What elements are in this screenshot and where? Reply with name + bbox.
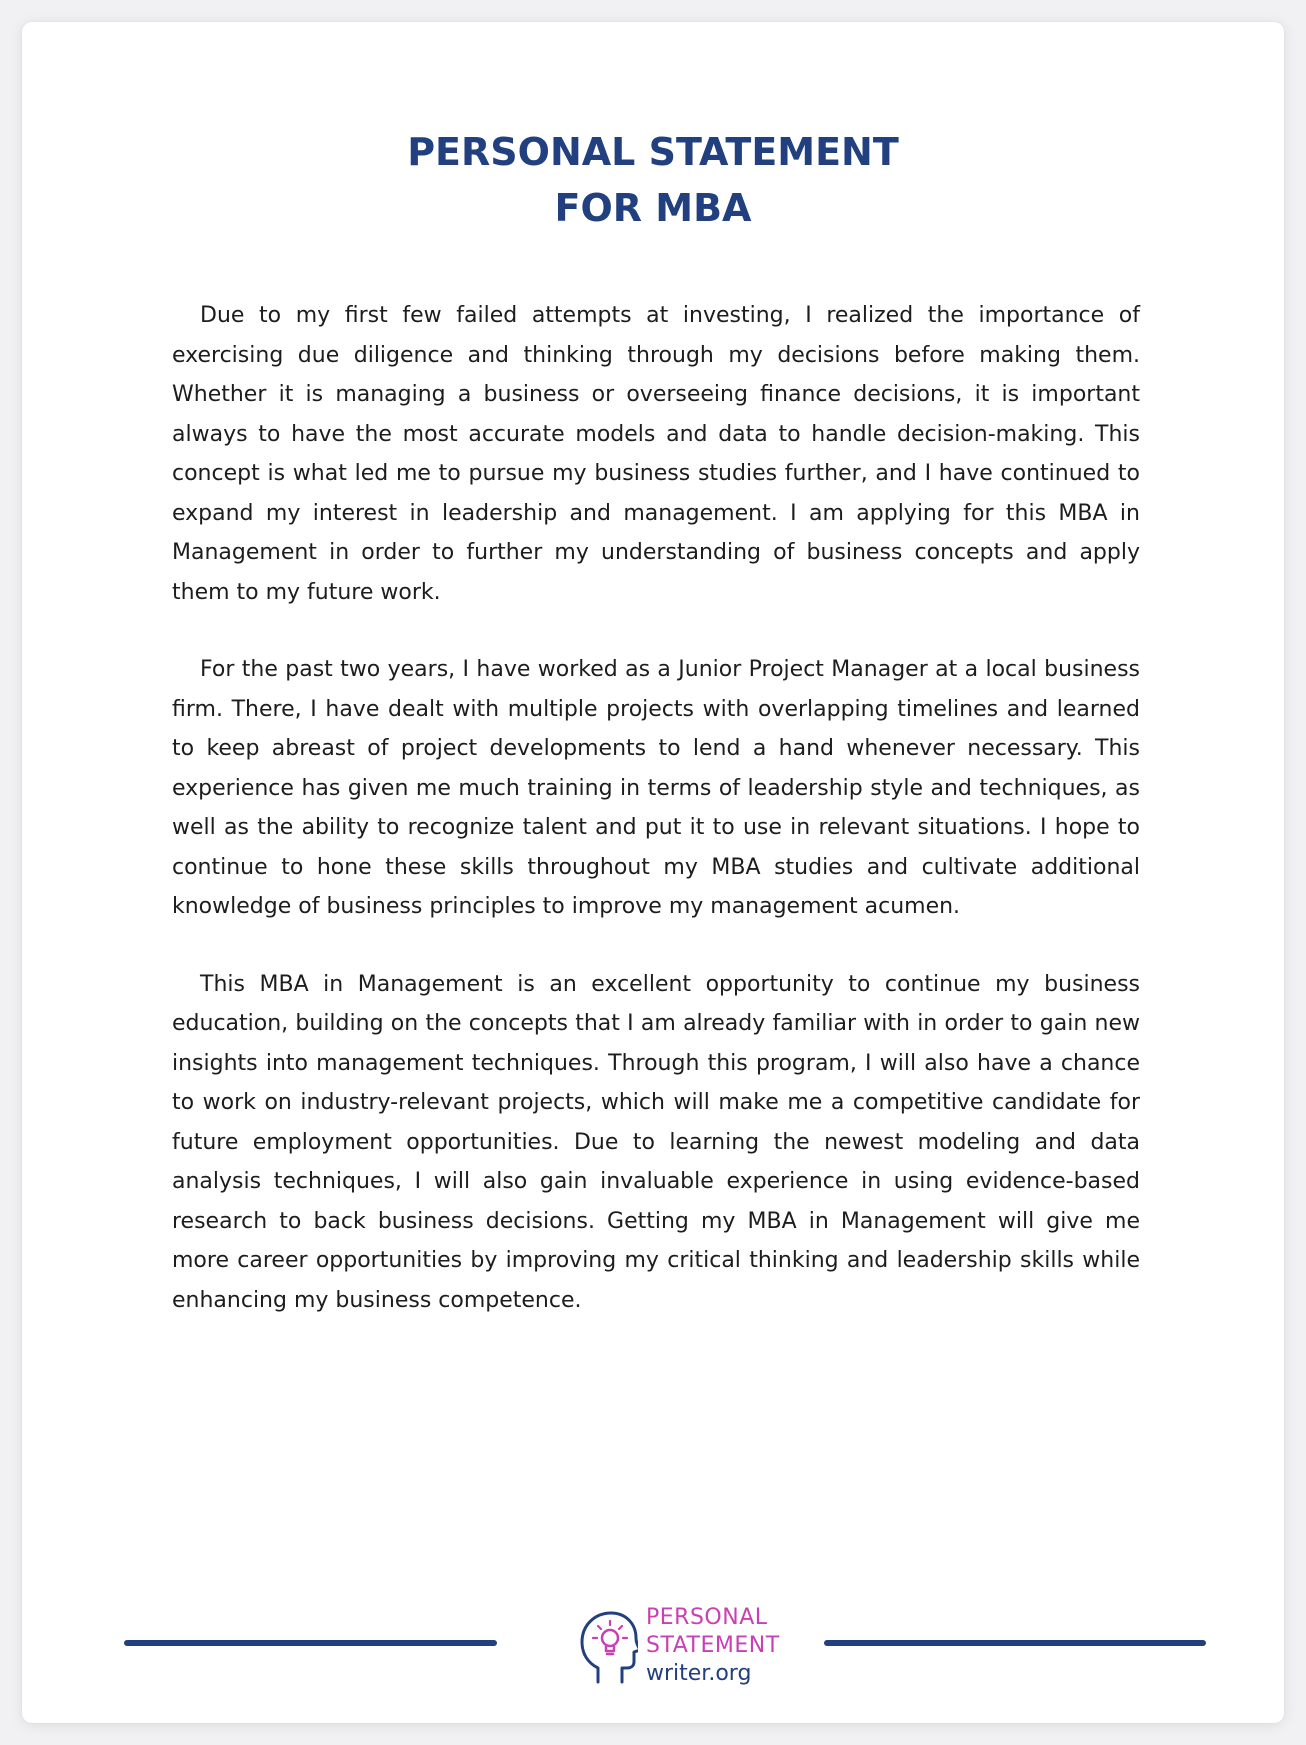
- brand-logo-line-1: PERSONAL: [646, 1605, 768, 1630]
- footer-divider-right: [824, 1640, 1206, 1646]
- brand-logo-line-2: STATEMENT: [646, 1633, 780, 1658]
- head-lightbulb-icon: [578, 1608, 638, 1684]
- page-title: [22, 124, 1284, 236]
- statement-body: [172, 296, 1140, 1358]
- footer-divider-left: [124, 1640, 497, 1646]
- paragraph-3: This MBA in Management is an excellent opportunity to continue my business education, building on the concepts that I am already familiar with in order to gain new insights into management techniques. Through this program, I will also have a chance to work on industry-relevant projects, which will make me a competitive candidate for future employment opportunities. Due to learning the newest modeling and data analysis techniques, I will also gain invaluable experience in using evidence-based research to back business decisions. Getting my MBA in Management will give me more career opportunities by improving my critical thinking and leadership skills while enhancing my business competence.: [172, 971, 1140, 1313]
- paragraph-2: For the past two years, I have worked as a Junior Project Manager at a local business firm. There, I have dealt with multiple projects with overlapping timelines and learned to keep abreast of project developments to lend a hand whenever necessary. This experience has given me much training in terms of leadership style and techniques, as well as the ability to recognize talent and put it to use in relevant situations. I hope to continue to hone these skills throughout my MBA studies and cultivate additional knowledge of business principles to improve my management acumen.: [172, 657, 1140, 919]
- document-page: [22, 22, 1284, 1723]
- title-line-2: FOR MBA: [554, 186, 752, 230]
- brand-logo-line-3: writer.org: [646, 1661, 752, 1686]
- brand-logo: [554, 1602, 794, 1692]
- title-line-1: PERSONAL STATEMENT: [407, 130, 899, 174]
- brand-logo-text: [646, 1604, 780, 1688]
- paragraph-1: Due to my first few failed attempts at investing, I realized the importance of exercising due diligence and thinking through my decisions before making them. Whether it is managing a business or overseeing finance decisions, it is important always to have the most accurate models and data to handle decision-making. This concept is what led me to pursue my business studies further, and I have continued to expand my interest in leadership and management. I am applying for this MBA in Management in order to further my understanding of business concepts and apply them to my future work.: [172, 303, 1140, 605]
